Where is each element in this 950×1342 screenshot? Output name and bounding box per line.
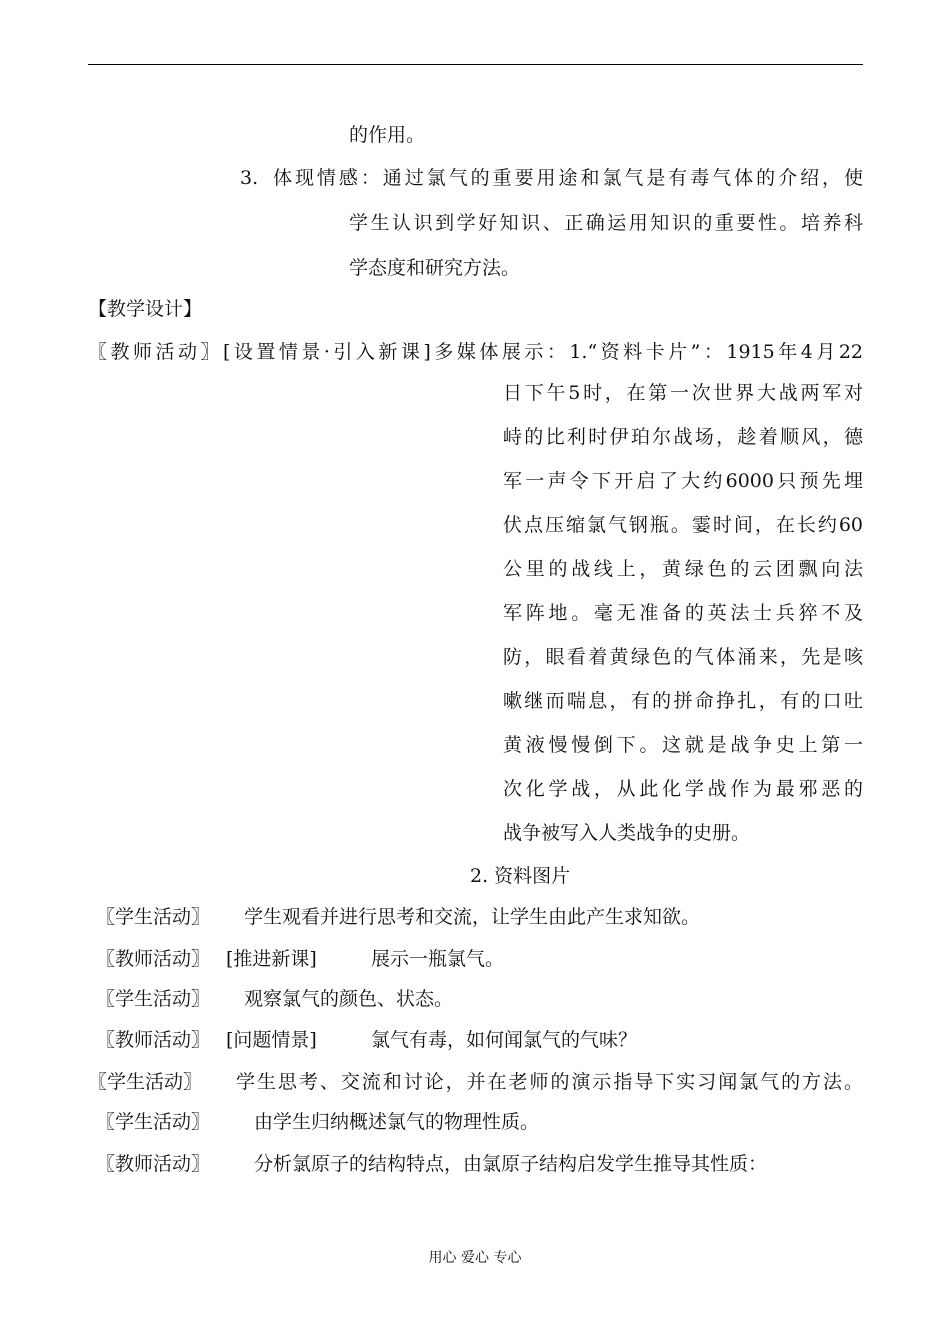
data-card-line: 防，眼看着黄绿色的气体涌来，先是咳 (503, 646, 863, 668)
activity-role: 〖教师活动〗 (96, 1029, 211, 1051)
activity-text: 由学生归纳概述氯气的物理性质。 (254, 1111, 540, 1133)
data-card-line: 次化学战，从此化学战作为最邪恶的 (503, 778, 863, 800)
objective-item-3-line-3: 学态度和研究方法。 (349, 257, 521, 279)
data-card-line: 伏点压缩氯气钢瓶。霎时间，在长约60 (503, 514, 863, 536)
data-card-line: 峙的比利时伊珀尔战场，趁着顺风，德 (503, 426, 863, 448)
activity-role: 〖教师活动〗 (96, 1153, 211, 1175)
objective-item-number: 3. (240, 167, 259, 189)
objective-line: 的作用。 (349, 124, 426, 146)
activity-text: 学生观看并进行思考和交流，让学生由此产生求知欲。 (244, 906, 701, 928)
data-card-line: 黄液慢慢倒下。这就是战争史上第一 (503, 734, 863, 756)
activity-role: 〖学生活动〗 (96, 906, 211, 928)
data-image-item: 2. 资料图片 (470, 865, 571, 887)
activity-tag: [问题情景] (226, 1029, 317, 1051)
section-heading: 【教学设计】 (88, 298, 203, 320)
data-card-line: 日下午5时，在第一次世界大战两军对 (503, 382, 863, 404)
data-card-line: 公里的战线上，黄绿色的云团飘向法 (503, 558, 863, 580)
activity-text: 分析氯原子的结构特点，由氯原子结构启发学生推导其性质： (254, 1153, 768, 1175)
data-card-line: 嗽继而喘息，有的拼命挣扎，有的口吐 (503, 690, 863, 712)
activity-role: 〖学生活动〗 (96, 988, 211, 1010)
activity-role: 〖学生活动〗 (88, 1071, 203, 1093)
objective-item-3-line-1: 体现情感：通过氯气的重要用途和氯气是有毒气体的介绍，使 (273, 167, 863, 189)
page-footer: 用心 爱心 专心 (428, 1250, 522, 1266)
objective-item-3-line-2: 学生认识到学好知识、正确运用知识的重要性。培养科 (349, 212, 863, 234)
activity-role: 〖教师活动〗 (96, 948, 211, 970)
data-card-line: 军一声令下开启了大约6000只预先埋 (503, 470, 863, 492)
activity-tag: [推进新课] (226, 948, 317, 970)
activity-text: 学生思考、交流和讨论，并在老师的演示指导下实习闻氯气的方法。 (236, 1071, 863, 1093)
activity-role: 〖学生活动〗 (96, 1111, 211, 1133)
data-card-line: 战争被写入人类战争的史册。 (503, 822, 751, 844)
activity-text: 观察氯气的颜色、状态。 (244, 988, 454, 1010)
teacher-activity-intro: 〖教师活动〗[设置情景·引入新课]多媒体展示：1.“资料卡片”：1915年4月22 (88, 341, 863, 363)
data-card-line: 军阵地。毫无准备的英法士兵猝不及 (503, 602, 863, 624)
activity-text: 展示一瓶氯气。 (371, 948, 505, 970)
activity-text: 氯气有毒，如何闻氯气的气味？ (371, 1029, 638, 1051)
header-rule (88, 64, 863, 65)
